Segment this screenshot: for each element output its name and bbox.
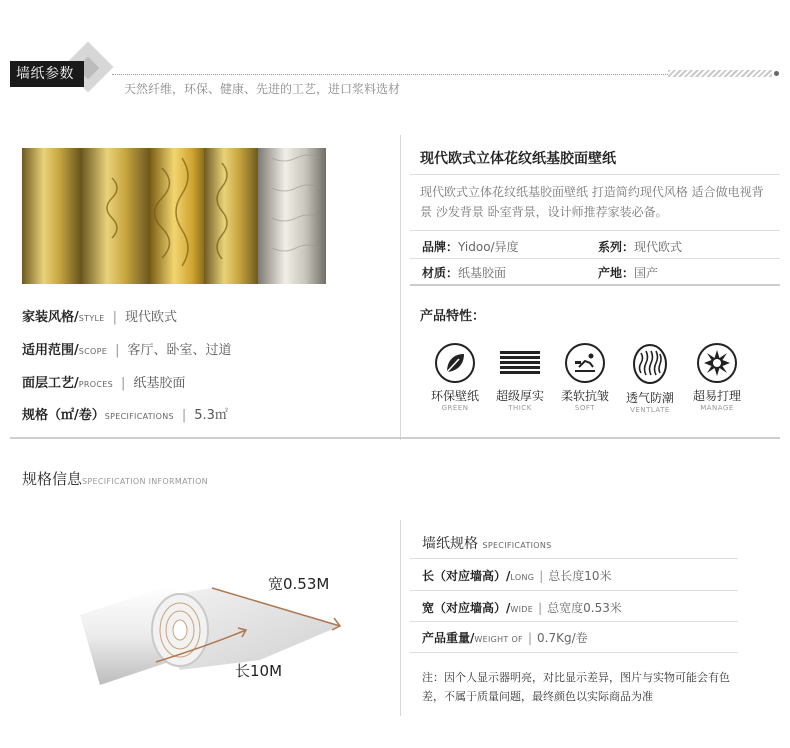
header-dotted-line xyxy=(112,74,668,75)
header-dot xyxy=(774,71,779,76)
features-title: 产品特性： xyxy=(420,309,486,324)
spec-info-title-cn: 规格信息 xyxy=(22,470,83,488)
header-subtitle: 天然纤维，环保、健康、先进的工艺，进口浆料选材 xyxy=(124,82,401,96)
attr-label: 规格（㎡/卷） xyxy=(22,408,105,423)
divider xyxy=(410,230,780,231)
spec-info-title-en: SPECIFICATION INFORMATION xyxy=(82,477,208,486)
header-tag: 墙纸参数 xyxy=(10,61,84,87)
feature-label: 超易打理 xyxy=(692,389,741,403)
feature-label: 柔软抗皱 xyxy=(560,389,609,403)
spec-label: 长（对应墙高）/ xyxy=(422,569,511,583)
feature-soft xyxy=(553,343,617,412)
feature-thick xyxy=(488,343,552,412)
attr-value: 5.3㎡ xyxy=(194,408,228,423)
burst-icon xyxy=(697,343,737,383)
feature-label-en: MANAGE xyxy=(700,404,734,412)
feature-ventilate xyxy=(618,343,682,414)
spec-label: 产品重量/ xyxy=(422,631,475,645)
brand-label: 品牌： xyxy=(422,240,459,254)
attr-value: 纸基胶面 xyxy=(133,376,186,391)
attr-process: 面层工艺/PROCES | 纸基胶面 xyxy=(22,376,186,391)
spec-label-en: WIDE xyxy=(510,605,534,614)
attr-value: 客厅、卧室、过道 xyxy=(127,343,232,358)
spec-info-title xyxy=(22,468,208,489)
header-hatch-decoration xyxy=(668,70,772,77)
attr-scope: 适用范围/SCOPE | 客厅、卧室、过道 xyxy=(22,343,232,358)
wallpaper-rolls-photo xyxy=(22,148,326,284)
origin-value: 国产 xyxy=(634,266,659,280)
waves-icon xyxy=(629,343,671,385)
attr-label-en: SCOPE xyxy=(78,347,108,356)
spec-row-weight: 产品重量/WEIGHT OF | 0.7Kg/卷 xyxy=(422,631,588,645)
attr-value: 现代欧式 xyxy=(125,310,178,325)
vertical-divider xyxy=(400,520,401,716)
origin-label: 产地： xyxy=(598,266,635,280)
brand-value: Yidoo/异度 xyxy=(458,240,519,254)
spec-label-en: LONG xyxy=(510,573,535,582)
divider xyxy=(410,590,738,591)
attr-style: 家装风格/STYLE | 现代欧式 xyxy=(22,310,178,325)
spec-value: 0.7Kg/卷 xyxy=(537,631,588,645)
spec-value: 总宽度0.53米 xyxy=(547,601,622,615)
attr-label-en: PROCES xyxy=(78,380,113,389)
section-divider xyxy=(10,437,780,439)
spec-table-title-en: SPECIFICATIONS xyxy=(482,541,552,550)
leaf-icon xyxy=(435,343,475,383)
feature-label-en: GREEN xyxy=(441,404,469,412)
spec-table-title-cn: 墙纸规格 xyxy=(422,536,478,552)
feature-label-en: THICK xyxy=(508,404,532,412)
section-header xyxy=(0,0,790,120)
feature-manage xyxy=(685,343,749,412)
divider xyxy=(410,174,780,175)
feature-label: 透气防潮 xyxy=(625,391,674,405)
attr-label: 适用范围/ xyxy=(22,343,79,358)
spec-label-en: WEIGHT OF xyxy=(474,635,523,644)
feature-label-en: VENTLATE xyxy=(630,406,670,414)
spec-row-width: 宽（对应墙高）/WIDE | 总宽度0.53米 xyxy=(422,601,622,615)
brand-field xyxy=(422,238,519,255)
product-title: 现代欧式立体花纹纸基胶面壁纸 xyxy=(420,151,616,167)
feature-label: 超级厚实 xyxy=(495,389,544,403)
feature-label: 环保壁纸 xyxy=(430,389,479,403)
attr-label-en: SPECIFICATIONS xyxy=(104,412,174,421)
divider xyxy=(410,652,738,653)
vertical-divider xyxy=(400,135,401,440)
roll-length-label: 长10M xyxy=(235,662,283,680)
attr-label-en: STYLE xyxy=(78,314,105,323)
disclaimer-note: 注：因个人显示器明亮，对比显示差异，图片与实物可能会有色差，不属于质量问题，最终颜色以实际商品为准 xyxy=(422,671,730,703)
series-label: 系列： xyxy=(598,240,635,254)
roll-width-label: 宽0.53M xyxy=(268,575,330,593)
material-label: 材质： xyxy=(422,266,459,280)
feature-label-en: SOFT xyxy=(574,404,596,412)
product-description: 现代欧式立体花纹纸基胶面壁纸 打造简约现代风格 适合做电视背景 沙发背景 卧室背景，设计师推荐家装必备。 xyxy=(420,185,764,219)
feature-green xyxy=(423,343,487,412)
spec-value: 总长度10米 xyxy=(548,569,612,583)
spec-row-length: 长（对应墙高）/LONG | 总长度10米 xyxy=(422,569,612,583)
layers-icon xyxy=(498,343,542,383)
spec-label: 宽（对应墙高）/ xyxy=(422,601,511,615)
series-value: 现代欧式 xyxy=(634,240,683,254)
runner-icon xyxy=(565,343,605,383)
divider xyxy=(410,558,738,559)
attr-specifications: 规格（㎡/卷）SPECIFICATIONS | 5.3㎡ xyxy=(22,408,228,423)
divider xyxy=(410,621,738,622)
spec-table-title xyxy=(422,533,552,553)
material-value: 纸基胶面 xyxy=(458,266,507,280)
divider xyxy=(410,284,780,286)
series-field xyxy=(598,238,682,255)
attr-label: 家装风格/ xyxy=(22,310,79,325)
divider xyxy=(410,258,780,259)
origin-field xyxy=(598,264,658,281)
attr-label: 面层工艺/ xyxy=(22,376,79,391)
material-field xyxy=(422,264,506,281)
